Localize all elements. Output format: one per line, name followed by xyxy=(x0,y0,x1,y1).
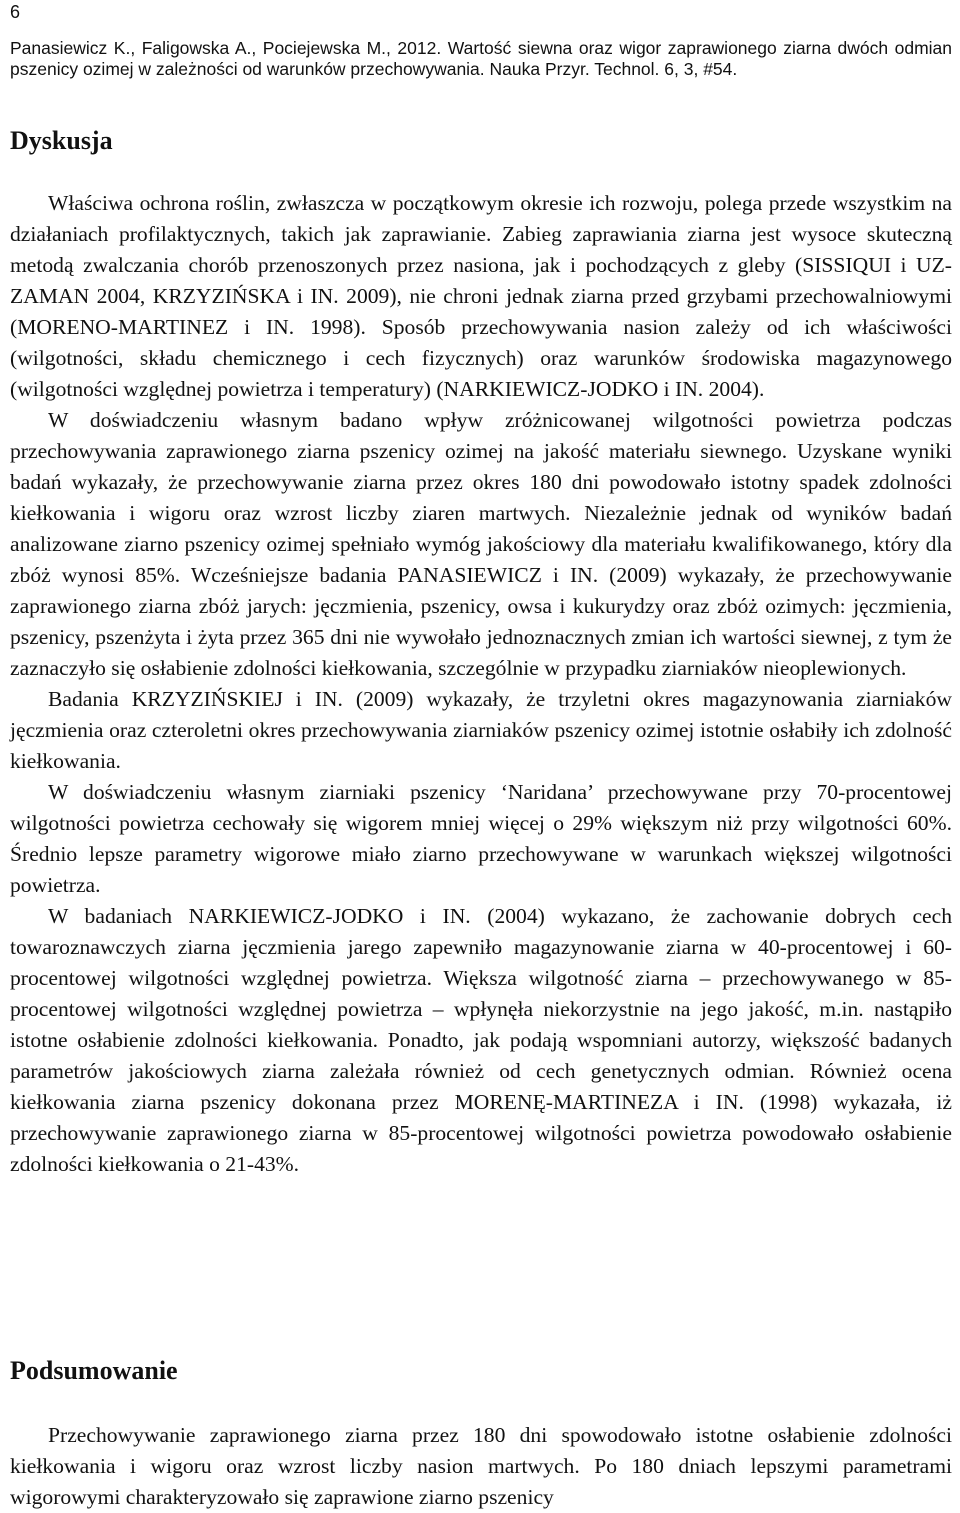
discussion-paragraph: W doświadczeniu własnym badano wpływ zróżnicowanej wilgotności powietrza podczas przechowywania zaprawionego ziarna pszenicy ozimej na jakość materiału siewnego. Uzyskane wyniki badań wykazały, że przechowywanie ziarna przez okres 180 dni powodowało istotny spadek zdolności kiełkowania i wigoru oraz wzrost liczby ziaren martwych. Niezależnie jednak od wyników badań analizowane ziarno pszenicy ozimej spełniało wymóg jakościowy dla materiału kwalifikowanego, który dla zbóż wynosi 85%. Wcześniejsze badania PANASIEWICZ i IN. (2009) wykazały, że przechowywanie zaprawionego ziarna zbóż jarych: jęczmienia, pszenicy, owsa i kukurydzy oraz zbóż ozimych: jęczmienia, pszenicy, pszenżyta i żyta przez 365 dni nie wywołało jednoznacznych zmian ich wartości siewnej, z tym że zaznaczyło się osłabienie zdolności kiełkowania, szczególnie w przypadku ziarniaków nieoplewionych. xyxy=(10,408,952,680)
discussion-paragraph: Właściwa ochrona roślin, zwłaszcza w początkowym okresie ich rozwoju, polega przede wszystkim na działaniach profilaktycznych, takich jak zaprawianie. Zabieg zaprawiania ziarna jest wysoce skuteczną metodą zwalczania chorób przenoszonych przez nasiona, jak i pochodzących z gleby (SISSIQUI i UZ-ZAMAN 2004, KRZYZIŃSKA i IN. 2009), nie chroni jednak ziarna przed grzybami przechowalniowymi (MORENO-MARTINEZ i IN. 1998). Sposób przechowywania nasion zależy od ich właściwości (wilgotności, składu chemicznego i cech fizycznych) oraz warunków środowiska magazynowego (wilgotności względnej powietrza i temperatury) (NARKIEWICZ-JODKO i IN. 2004). xyxy=(10,191,952,401)
discussion-body xyxy=(10,188,952,1180)
section-heading-summary: Podsumowanie xyxy=(10,1356,178,1385)
summary-body xyxy=(10,1420,952,1513)
page-number: 6 xyxy=(10,2,21,22)
discussion-paragraph: W badaniach NARKIEWICZ-JODKO i IN. (2004) wykazano, że zachowanie dobrych cech towaroznawczych ziarna jęczmienia jarego zapewniło magazynowanie ziarna w 40-procentowej i 60-procentowej wilgotności względnej powietrza. Większa wilgotność ziarna – przechowywanego w 85-procentowej wilgotności względnej powietrza – wpłynęła niekorzystnie na jego jakość, m.in. nastąpiło istotne osłabienie zdolności kiełkowania. Ponadto, jak podają wspomniani autorzy, większość badanych parametrów jakościowych ziarna zależała również od cech genetycznych odmian. Również ocena kiełkowania ziarna pszenicy dokonana przez MORENĘ-MARTINEZA i IN. (1998) wykazała, iż przechowywanie zaprawionego ziarna w 85-procentowej wilgotności powietrza powodowało osłabienie zdolności kiełkowania o 21-43%. xyxy=(10,904,952,1176)
discussion-paragraph: Badania KRZYZIŃSKIEJ i IN. (2009) wykazały, że trzyletni okres magazynowania ziarniaków jęczmienia oraz czteroletni okres przechowywania ziarniaków pszenicy ozimej istotnie osłabiły ich zdolność kiełkowania. xyxy=(10,687,952,773)
running-citation: Panasiewicz K., Faligowska A., Pociejewska M., 2012. Wartość siewna oraz wigor zaprawionego ziarna dwóch odmian pszenicy ozimej w zależności od warunków przechowywania. Nauka Przyr. Technol. 6, 3, #54. xyxy=(10,38,952,79)
summary-paragraph: Przechowywanie zaprawionego ziarna przez 180 dni spowodowało istotne osłabienie zdolności kiełkowania i wigoru oraz wzrost liczby nasion martwych. Po 180 dniach lepszymi parametrami wigorowymi charakteryzowało się zaprawione ziarno pszenicy xyxy=(10,1423,952,1509)
section-heading-discussion: Dyskusja xyxy=(10,126,113,155)
discussion-paragraph: W doświadczeniu własnym ziarniaki pszenicy ‘Naridana’ przechowywane przy 70-procentowej wilgotności powietrza cechowały się wigorem mniej więcej o 29% większym niż przy wilgotności 60%. Średnio lepsze parametry wigorowe miało ziarno przechowywane w warunkach większej wilgotności powietrza. xyxy=(10,780,952,897)
